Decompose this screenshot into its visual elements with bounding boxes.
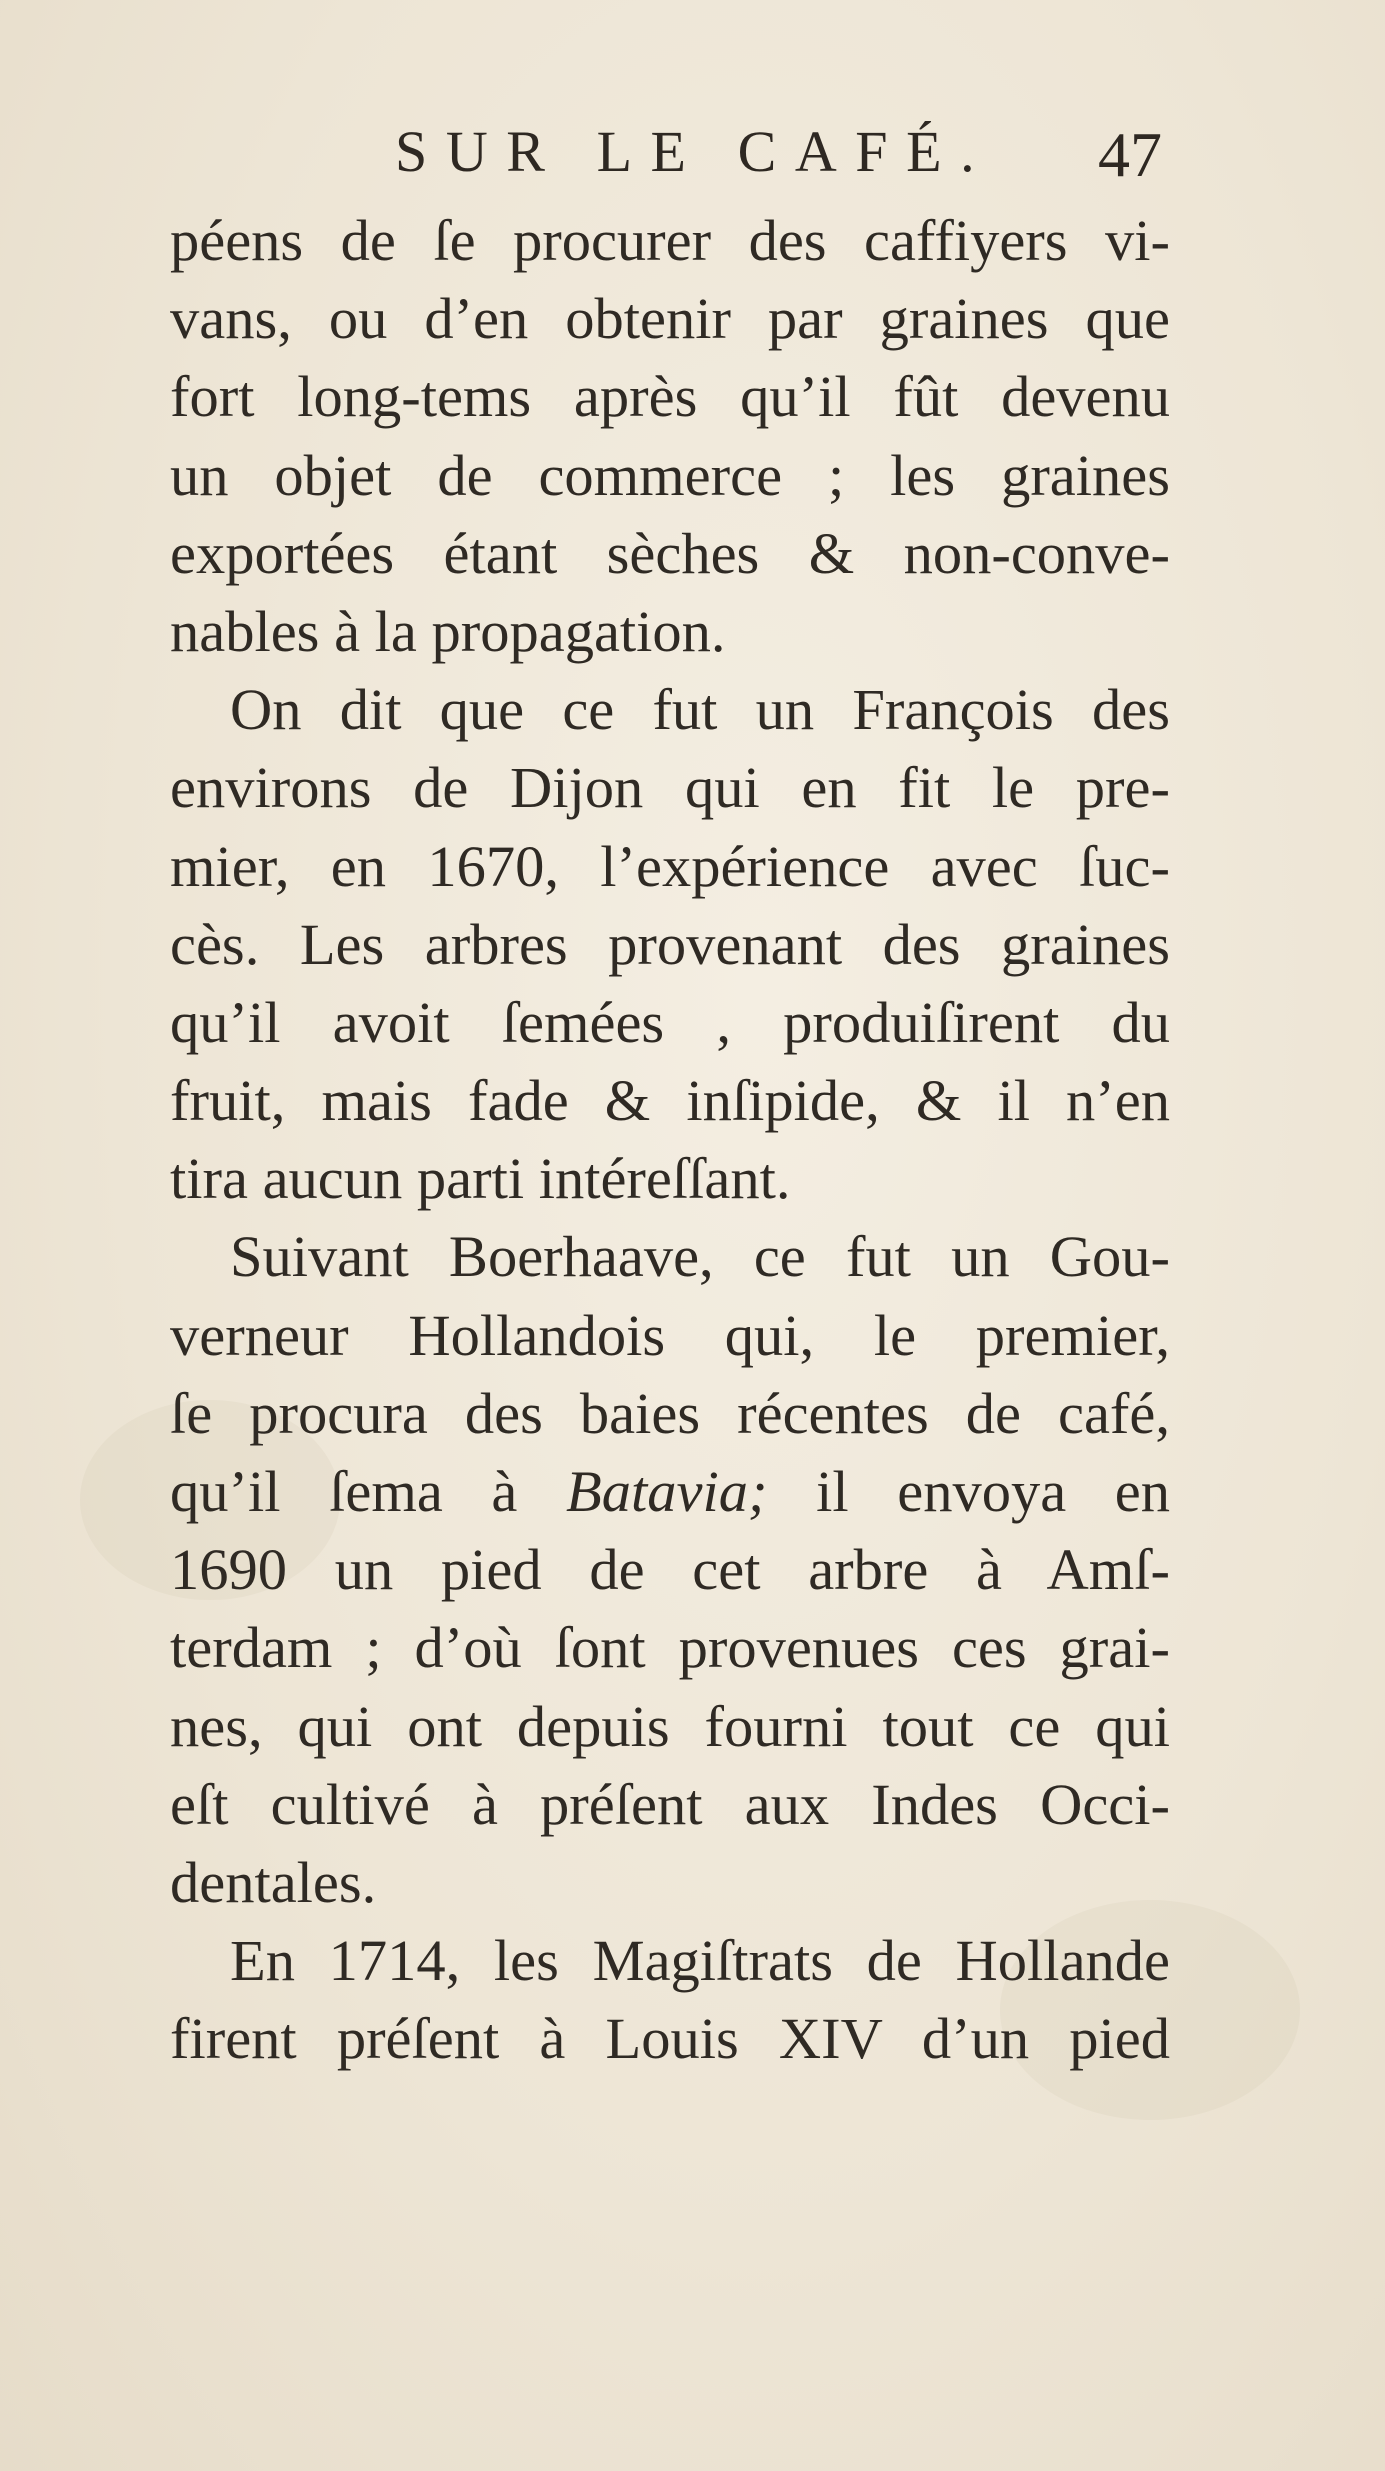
text-line: fort long-tems après qu’il fût devenu [170, 364, 1170, 430]
text-line: dentales. [170, 1849, 377, 1915]
text-line: un objet de commerce ; les graines [170, 442, 1170, 508]
text-line: fruit, mais fade & inſipide, & il n’en [170, 1068, 1170, 1134]
page-header [0, 118, 1385, 198]
text-line: nes, qui ont depuis fourni tout ce qui [170, 1693, 1170, 1759]
text-line: vans, ou d’en obtenir par graines que [170, 286, 1170, 352]
text-line: cès. Les arbres provenant des graines [170, 911, 1170, 977]
text-line: En 1714, les Magiſtrats de Hollande [230, 1928, 1170, 1994]
text-segment: il envoya en [767, 1459, 1171, 1524]
text-line: environs de Dijon qui en fit le pre- [170, 755, 1170, 821]
text-line: mier, en 1670, l’expérience avec ſuc- [170, 833, 1170, 899]
italic-place-name: Batavia; [566, 1459, 768, 1524]
text-line: firent préſent à Louis XIV d’un pied [170, 2006, 1170, 2072]
page-number: 47 [1098, 119, 1162, 190]
text-line: qu’il avoit ſemées , produiſirent du [170, 989, 1170, 1055]
running-title: SUR LE CAFÉ. [395, 119, 994, 184]
text-segment: qu’il ſema à [170, 1459, 567, 1524]
text-line: verneur Hollandois qui, le premier, [170, 1302, 1170, 1368]
text-line: Suivant Boerhaave, ce fut un Gou- [230, 1224, 1170, 1290]
text-line: ſe procura des baies récentes de café, [170, 1380, 1170, 1446]
text-line: péens de ſe procurer des caffiyers vi- [170, 208, 1170, 273]
text-line: terdam ; d’où ſont provenues ces grai- [170, 1615, 1170, 1681]
text-line-with-italic [170, 1453, 1170, 1531]
text-line: 1690 un pied de cet arbre à Amſ- [170, 1537, 1170, 1603]
text-line: exportées étant sèches & non-conve- [170, 520, 1170, 586]
text-line: nables à la propagation. [170, 598, 726, 664]
text-line: On dit que ce fut un François des [230, 677, 1170, 743]
text-line: tira aucun parti intéreſſant. [170, 1146, 791, 1212]
body-text [170, 202, 1170, 2079]
text-line: eſt cultivé à préſent aux Indes Occi- [170, 1771, 1170, 1837]
